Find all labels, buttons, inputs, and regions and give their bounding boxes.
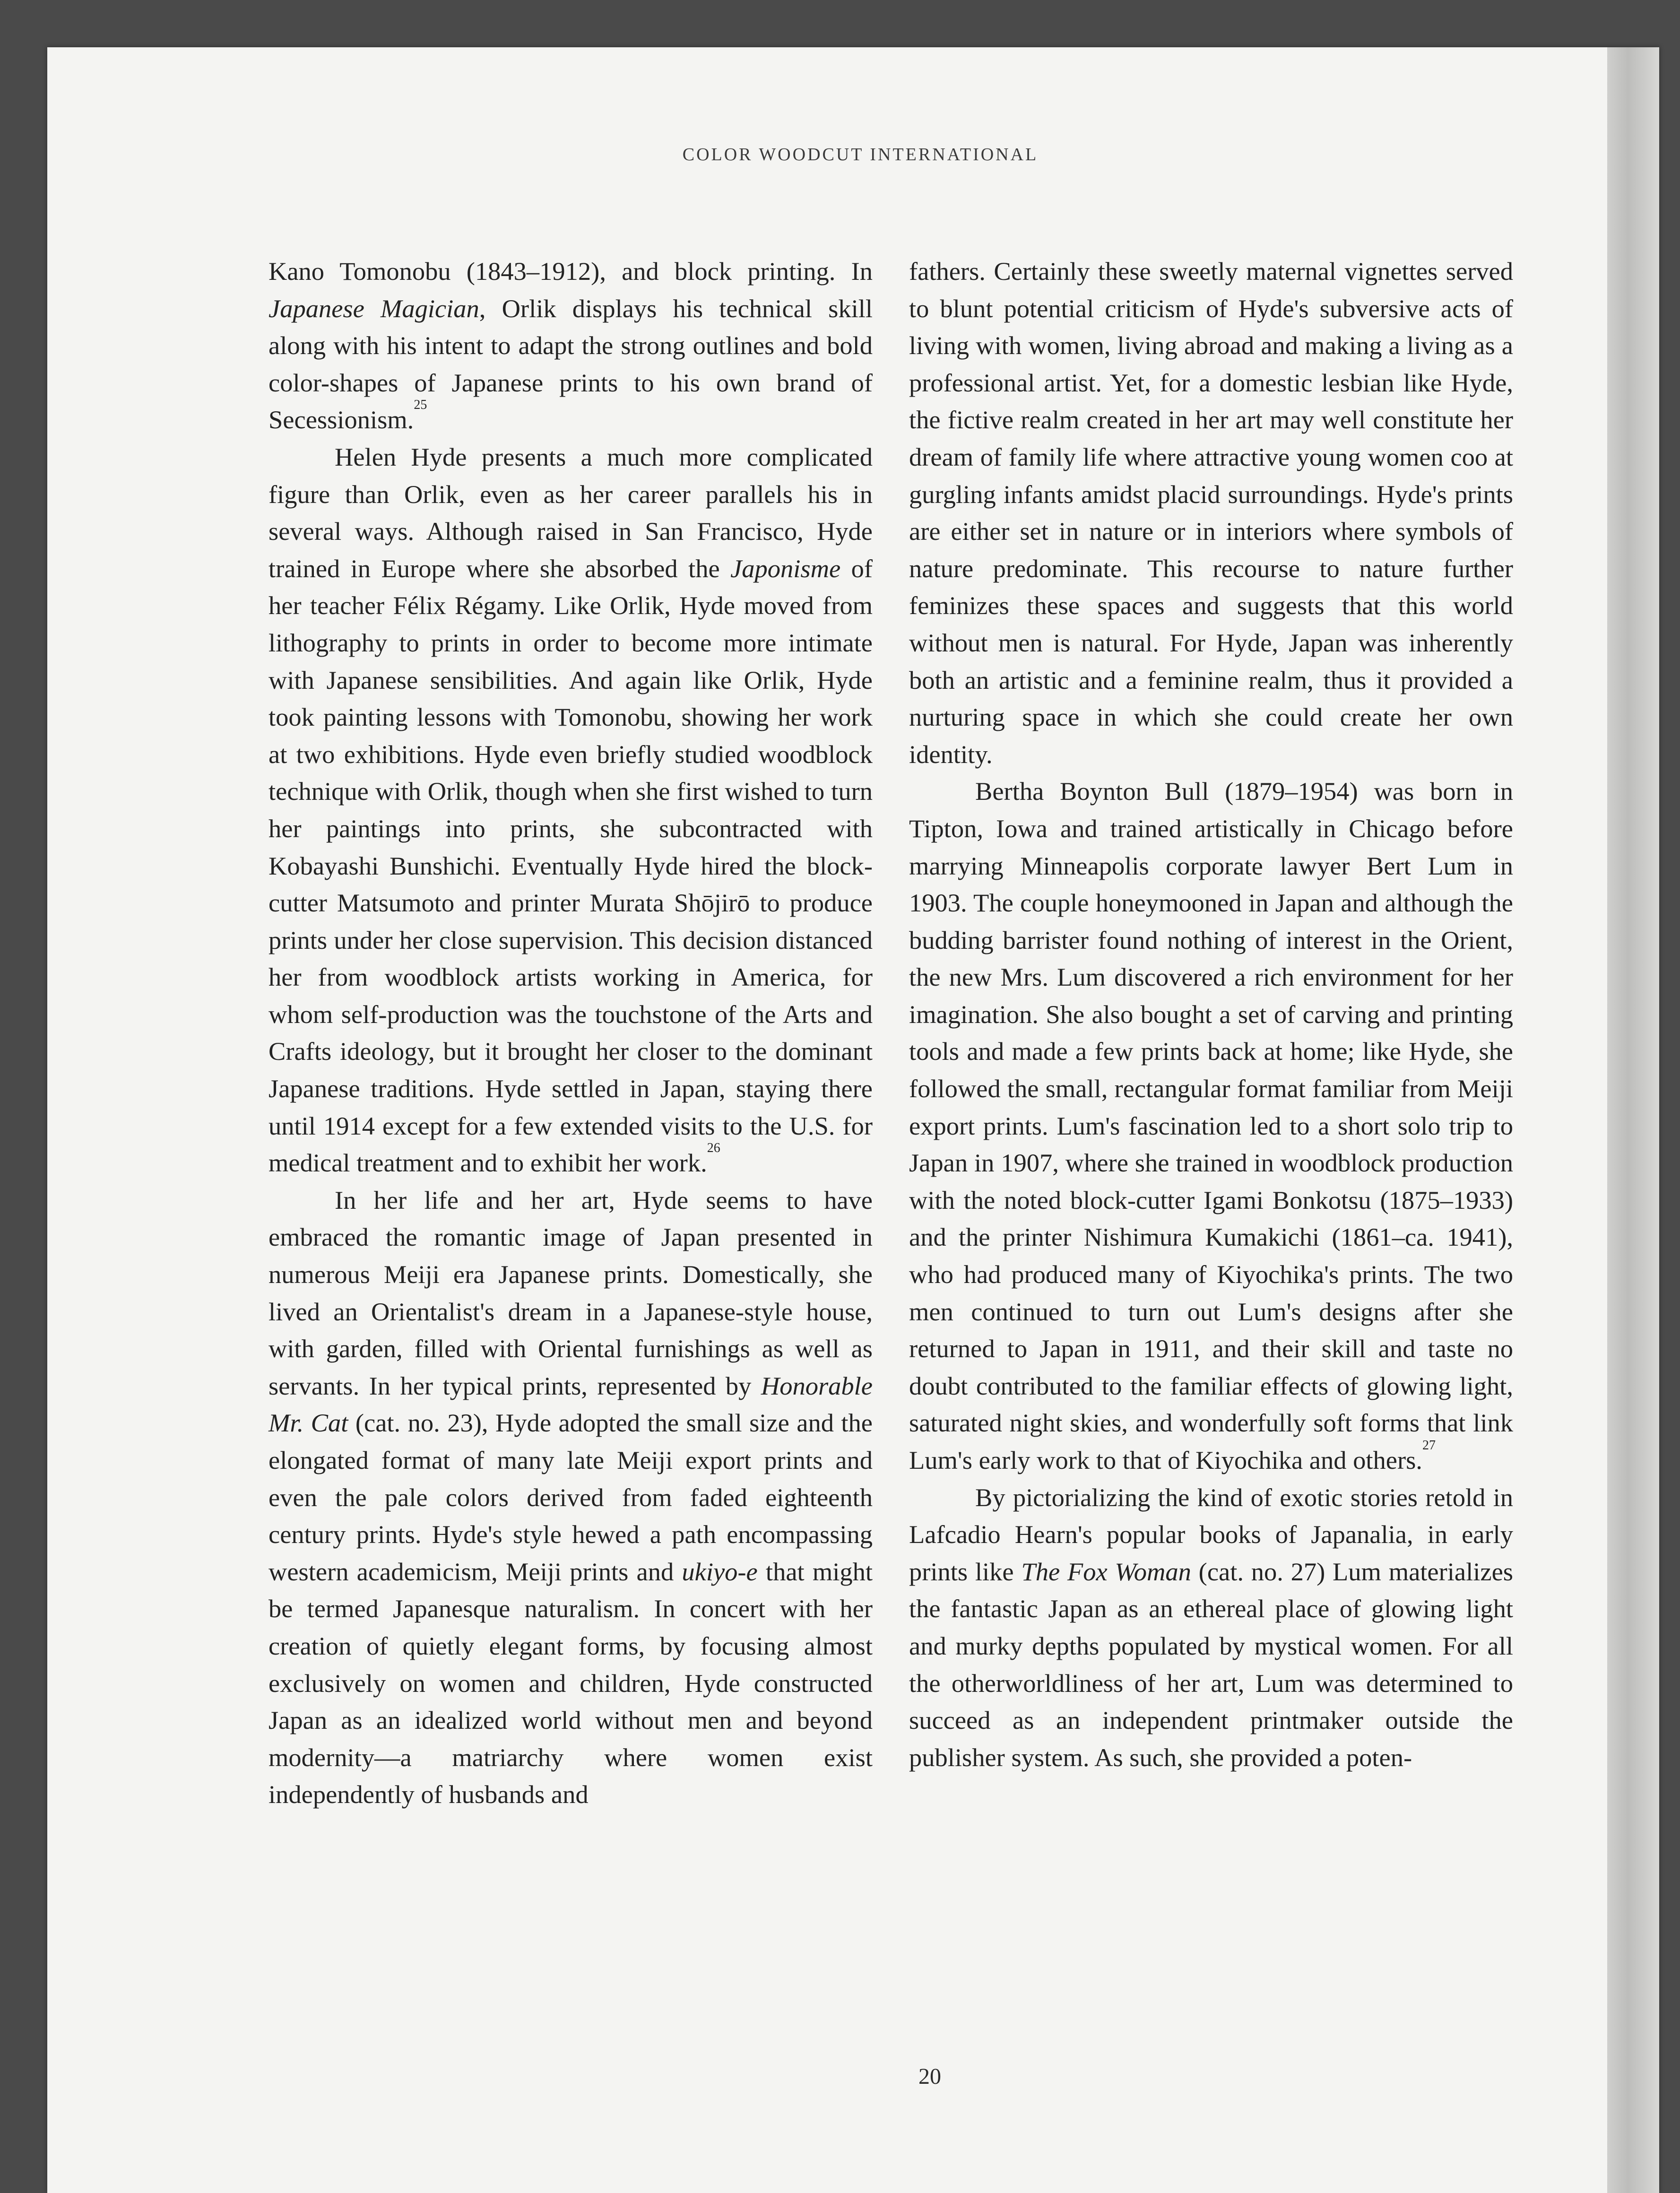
page-number: 20: [918, 2064, 941, 2089]
paragraph: [909, 773, 1513, 1479]
italic-title: The Fox Woman: [1021, 1557, 1191, 1586]
text-run: In her life and her art, Hyde seems to have embraced the romantic image of Japan presented in numerous Meiji era Japanese prints. Domestically, she lived an Orientalist's dream in a Japanese-style house, with garden, filled with Oriental furnishings as well as servants. In her typical prints, represented by: [268, 1185, 873, 1400]
italic-term: ukiyo-e: [682, 1557, 758, 1586]
text-run: , Orlik displays his technical skill along with his intent to adapt the strong outlines and bold color-shapes of Japanese prints to his own brand of Secessionism.: [268, 294, 873, 434]
text-run: (cat. no. 23), Hyde adopted the small size and the elongated format of many late Meiji export prints and even the pale colors derived from faded eighteenth century prints. Hyde's style hewed a path encompassing western academicism, Meiji prints and: [268, 1408, 873, 1586]
right-column: [909, 253, 1513, 1776]
text-run: Helen Hyde presents a much more complicated figure than Orlik, even as her career parallels his in several ways. Although raised in San Francisco, Hyde trained in Europe where she absorbed the: [268, 442, 873, 583]
text-run: Kano Tomonobu (1843–1912), and block printing. In: [268, 257, 873, 286]
text-run: By pictorializing the kind of exotic stories retold in Lafcadio Hearn's popular books of Japanalia, in early prints like: [909, 1482, 1513, 1586]
running-head: COLOR WOODCUT INTERNATIONAL: [682, 145, 1039, 165]
paragraph: [909, 253, 1513, 773]
paragraph: [909, 1479, 1513, 1777]
paragraph: [268, 253, 873, 439]
footnote-ref: 27: [1422, 1438, 1436, 1453]
text-run: Bertha Boynton Bull (1879–1954) was born in Tipton, Iowa and trained artistically in Chicago before marrying Minneapolis corporate lawyer Bert Lum in 1903. The couple honeymooned in Japan and although the budding barrister found nothing of interest in the Orient, the new Mrs. Lum discovered a rich environment for her imagination. She also bought a set of carving and printing tools and made a few prints back at home; like Hyde, she followed the small, rectangular format familiar from Meiji export prints. Lum's fascination led to a short solo trip to Japan in 1907, where she trained in woodblock production with the noted block-cutter Igami Bonkotsu (1875–1933) and the printer Nishimura Kumakichi (1861–ca. 1941), who had produced many of Kiyochika's prints. The two men continued to turn out Lum's designs after she returned to Japan in 1911, and their skill and taste no doubt contributed to the familiar effects of glowing light, saturated night skies, and wonderfully soft forms that link Lum's early work to that of Kiyochika and others.: [909, 777, 1513, 1474]
italic-term: Japonisme: [730, 554, 841, 583]
paragraph: [268, 1182, 873, 1813]
paragraph: [268, 439, 873, 1182]
left-column: [268, 253, 873, 1813]
footnote-ref: 25: [414, 398, 427, 413]
footnote-ref: 26: [707, 1141, 720, 1156]
text-run: that might be termed Japanesque naturalism. In concert with her creation of quietly elegant forms, by focusing almost exclusively on women and children, Hyde constructed Japan as an idealized world without men and beyond modernity—a matriarchy where women exist independently of husbands and: [268, 1557, 873, 1809]
page-fore-edge: [1607, 47, 1659, 2193]
italic-title: Japanese Magician: [268, 294, 479, 323]
book-page: [47, 47, 1659, 2193]
text-run: (cat. no. 27) Lum materializes the fantastic Japan as an ethereal place of glowing light and murky depths populated by mystical women. For all the otherworldliness of her art, Lum was determined to succeed as an independent printmaker outside the publisher system. As such, she provided a poten-: [909, 1557, 1513, 1772]
text-run: fathers. Certainly these sweetly maternal vignettes served to blunt potential criticism of Hyde's subversive acts of living with women, living abroad and making a living as a professional artist. Yet, for a domestic lesbian like Hyde, the fictive realm created in her art may well constitute her dream of family life where attractive young women coo at gurgling infants amidst placid surroundings. Hyde's prints are either set in nature or in interiors where symbols of nature predominate. This recourse to nature further feminizes these spaces and suggests that this world without men is natural. For Hyde, Japan was inherently both an artistic and a feminine realm, thus it provided a nurturing space in which she could create her own identity.: [909, 257, 1513, 769]
text-run: of her teacher Félix Régamy. Like Orlik, Hyde moved from lithography to prints in order to become more intimate with Japanese sensibilities. And again like Orlik, Hyde took painting lessons with Tomonobu, showing her work at two exhibitions. Hyde even briefly studied woodblock technique with Orlik, though when she first wished to turn her paintings into prints, she subcontracted with Kobayashi Bunshichi. Eventually Hyde hired the block-cutter Matsumoto and printer Murata Shōjirō to produce prints under her close supervision. This decision distanced her from woodblock artists working in America, for whom self-production was the touchstone of the Arts and Crafts ideology, but it brought her closer to the dominant Japanese traditions. Hyde settled in Japan, staying there until 1914 except for a few extended visits to the U.S. for medical treatment and to exhibit her work.: [268, 554, 873, 1178]
italic-title: Honorable Mr. Cat: [268, 1371, 873, 1438]
